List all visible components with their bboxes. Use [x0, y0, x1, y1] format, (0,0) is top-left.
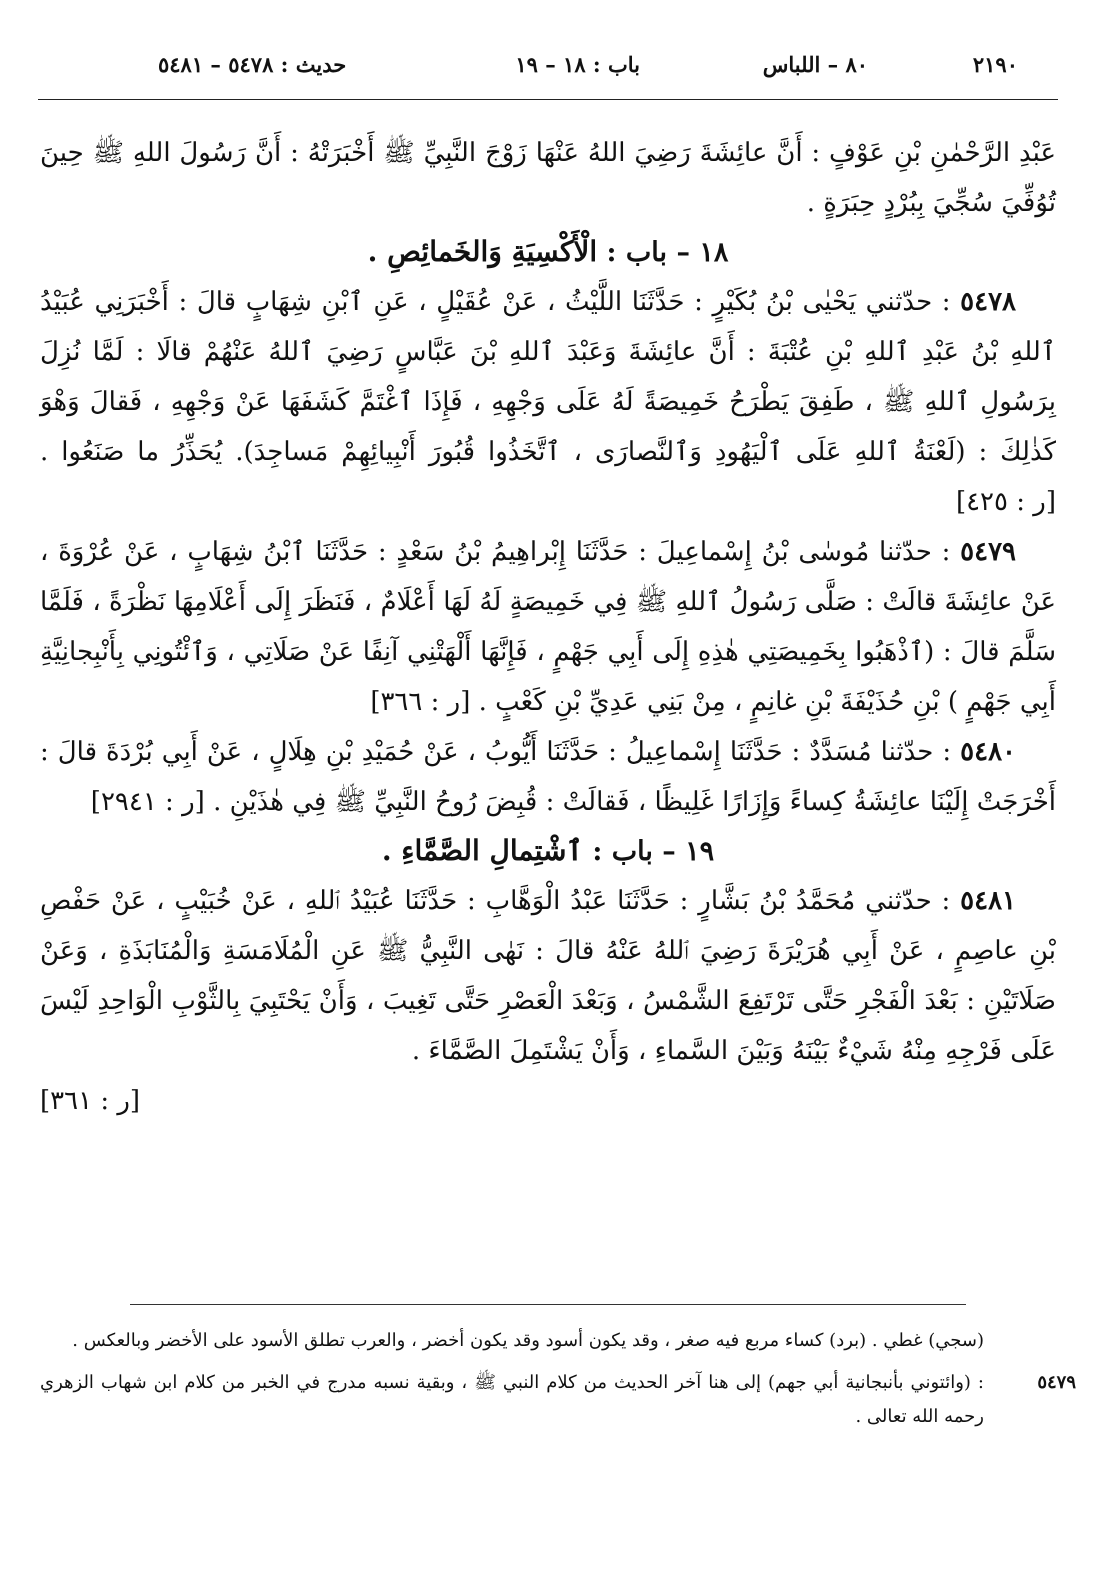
hadith-range: حديث : ٥٤٧٨ – ٥٤٨١	[158, 52, 347, 77]
cross-reference: [ر : ٣٦٦]	[370, 687, 471, 717]
chapter-19-number: ١٩ – باب :	[592, 836, 715, 867]
footnote-1: (سجي) غطي . (برد) كساء مربع فيه صغر ، وقد يكون أسود وقد يكون أخضر ، والعرب تطلق الأسود على الأخضر وبالعكس .	[72, 1330, 984, 1351]
cross-reference: [ر : ٣٦١]	[40, 1086, 141, 1116]
hadith-text: : حدّثنا مُسَدَّدٌ : حَدَّثَنَا إِسْماعِيلُ : حَدَّثَنَا أَيُّوبُ ، عَنْ حُمَيْدِ بْنِ هِلَالٍ ، عَنْ أَبِي بُرْدَةَ قالَ : أَخْرَجَتْ إِلَيْنَا عائِشَةُ كِساءً وَإِزَارًا غَلِيظًا ، فَقالَتْ : قُبِضَ رُوحُ النَّبِيِّ ﷺ فِي هٰذَيْنِ .	[40, 737, 1056, 817]
chapter-title: ٨٠ – اللباس	[762, 52, 868, 77]
chapter-18-title: الْأَكْسِيَةِ وَالخَمائِصِ .	[367, 235, 598, 268]
hadith-number: ٥٤٨٠	[960, 737, 1016, 767]
cross-reference: [ر : ٤٢٥]	[955, 487, 1056, 517]
page-number: ٢١٩٠	[972, 52, 1018, 77]
footnote-2-text: : (وائتوني بأنبجانية أبي جهم) إلى هنا آخر الحديث من كلام النبي ﷺ ، وبقية نسبه مدرج في الخبر من كلام ابن شهاب الزهري رحمه الله تعالى .	[40, 1372, 984, 1427]
main-text	[40, 128, 1056, 1126]
intro-paragraph: عَبْدِ الرَّحْمٰنِ بْنِ عَوْفٍ : أَنَّ عائِشَةَ رَضِيَ اللهُ عَنْهَا زَوْجَ النَّبِيِّ ﷺ أَخْبَرَتْهُ : أَنَّ رَسُولَ اللهِ ﷺ حِينَ تُوُفِّيَ سُجِّيَ بِبُرْدٍ حِبَرَةٍ .	[40, 138, 1056, 218]
hadith-5478	[40, 277, 1056, 527]
hadith-text: : حدّثنا مُوسٰى بْنُ إِسْماعِيلَ : حَدَّثَنَا إِبْراهِيمُ بْنُ سَعْدٍ : حَدَّثَنَا ٱبْنُ شِهَابٍ ، عَنْ عُرْوَةَ ، عَنْ عائِشَةَ قالَتْ : صَلَّى رَسُولُ ٱللهِ ﷺ فِي خَمِيصَةٍ لَهُ لَهَا أَعْلَامٌ ، فَنَظَرَ إِلَى أَعْلَامِهَا نَظْرَةً ، فَلَمَّا سَلَّمَ قالَ : (ٱذْهَبُوا بِخَمِيصَتِي هٰذِهِ إِلَى أَبِي جَهْمٍ ، فَإِنَّهَا أَلْهَتْنِي آنِفًا عَنْ صَلَاتِي ، وَٱئْتُونِي بِأَنْبِجانِيَّةِ أَبِي جَهْمٍ ) بْنِ حُذَيْفَةَ بْنِ غانِمٍ ، مِنْ بَنِي عَدِيِّ بْنِ كَعْبٍ .	[40, 537, 1056, 717]
footnote-divider	[130, 1304, 966, 1305]
chapter-19-heading	[40, 827, 1056, 876]
bab-range: باب : ١٨ – ١٩	[515, 52, 640, 77]
hadith-number: ٥٤٧٩	[960, 537, 1017, 567]
hadith-5481-reference-line	[40, 1076, 1056, 1126]
chapter-19-title: ٱشْتِمالِ الصَّمَّاءِ .	[381, 834, 583, 867]
footnote-hadith-number: ٥٤٧٩	[1037, 1372, 1076, 1393]
hadith-text: : حدّثني يَحْيٰى بْنُ بُكَيْرٍ : حَدَّثَنَا اللَّيْثُ ، عَنْ عُقَيْلٍ ، عَنِ ٱبْنِ شِهَابٍ قالَ : أَخْبَرَنِي عُبَيْدُ ٱللهِ بْنُ عَبْدِ ٱللهِ بْنِ عُتْبَةَ : أَنَّ عائِشَةَ وَعَبْدَ ٱللهِ بْنَ عَبَّاسٍ رَضِيَ ٱللهُ عَنْهُمْ قالَا : لَمَّا نُزِلَ بِرَسُولِ ٱللهِ ﷺ ، طَفِقَ يَطْرَحُ خَمِيصَةً لَهُ عَلَى وَجْهِهِ ، فَإِذَا ٱغْتَمَّ كَشَفَهَا عَنْ وَجْهِهِ ، فَقالَ وَهْوَ كَذٰلِكَ : (لَعْنَةُ ٱللهِ عَلَى ٱلْيَهُودِ وَٱلنَّصارَى ، ٱتَّخَذُوا قُبُورَ أَنْبِيائِهِمْ مَساجِدَ). يُحَذِّرُ ما صَنَعُوا .	[40, 287, 1056, 467]
hadith-number: ٥٤٧٨	[960, 287, 1017, 317]
hadith-number: ٥٤٨١	[960, 886, 1017, 916]
footnote-2	[40, 1366, 1076, 1434]
chapter-18-number: ١٨ – باب :	[606, 237, 729, 268]
hadith-5479	[40, 527, 1056, 727]
cross-reference: [ر : ٢٩٤١]	[90, 787, 205, 817]
header-divider	[38, 99, 1058, 100]
hadith-5481	[40, 876, 1056, 1076]
running-header	[38, 52, 1058, 92]
hadith-text: : حدّثني مُحَمَّدُ بْنُ بَشَّارٍ : حَدَّثَنَا عَبْدُ الْوَهَّابِ : حَدَّثَنَا عُبَيْدُ ٱللهِ ، عَنْ خُبَيْبٍ ، عَنْ حَفْصِ بْنِ عاصِمٍ ، عَنْ أَبِي هُرَيْرَةَ رَضِيَ ٱللهُ عَنْهُ قالَ : نَهٰى النَّبِيُّ ﷺ عَنِ الْمُلَامَسَةِ وَالْمُنَابَذَةِ ، وَعَنْ صَلَاتَيْنِ : بَعْدَ الْفَجْرِ حَتَّى تَرْتَفِعَ الشَّمْسُ ، وَبَعْدَ الْعَصْرِ حَتَّى تَغِيبَ ، وَأَنْ يَحْتَبِيَ بِالثَّوْبِ الْوَاحِدِ لَيْسَ عَلَى فَرْجِهِ مِنْهُ شَيْءٌ بَيْنَهُ وَبَيْنَ السَّماءِ ، وَأَنْ يَشْتَمِلَ الصَّمَّاءَ .	[40, 886, 1056, 1066]
footnotes	[40, 1324, 1076, 1442]
hadith-5480	[40, 727, 1056, 827]
chapter-18-heading	[40, 228, 1056, 277]
